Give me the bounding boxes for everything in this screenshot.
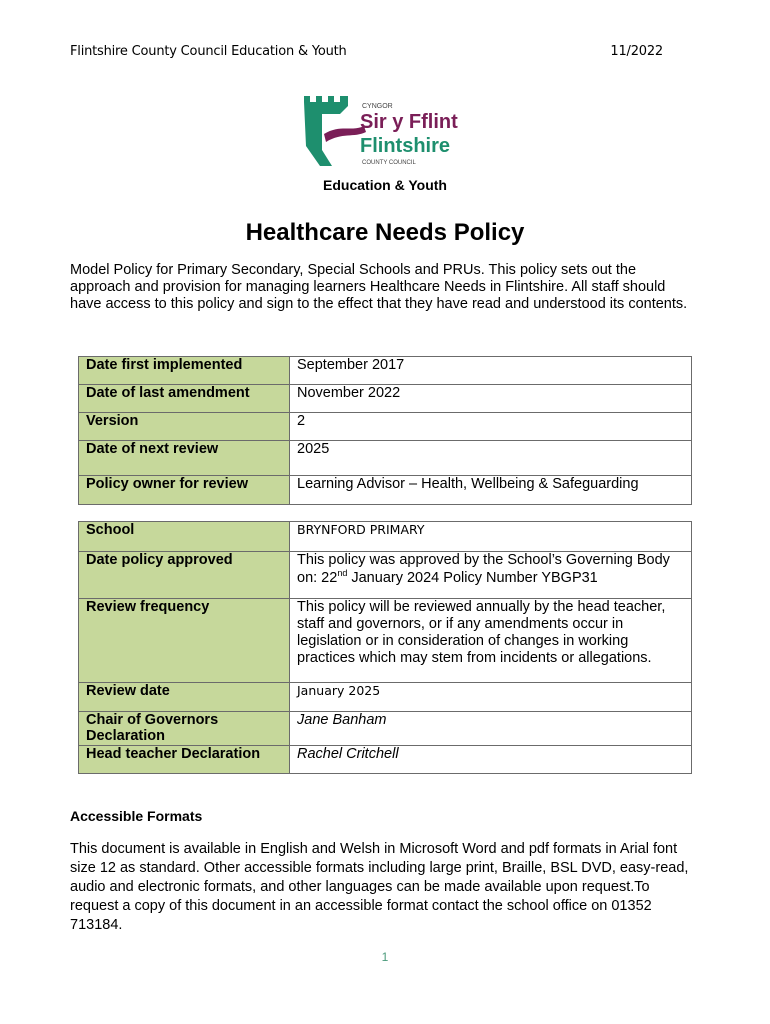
table-label: Date policy approved	[79, 552, 290, 599]
document-title: Healthcare Needs Policy	[245, 219, 525, 246]
logo-flintshire: Flintshire	[360, 135, 451, 157]
table-label: Date of next review	[79, 441, 290, 476]
table-label: Date of last amendment	[79, 385, 290, 413]
table-value: September 2017	[290, 357, 692, 385]
table-row	[79, 385, 692, 413]
approval-text-b: January 2024 Policy Number YBGP31	[347, 569, 598, 586]
approval-ordinal: nd	[337, 568, 348, 578]
table-label: Review date	[79, 683, 290, 712]
chair-signature: Jane Banham	[290, 712, 692, 746]
school-name-value: BRYNFORD PRIMARY	[290, 522, 692, 552]
table-label: Date first implemented	[79, 357, 290, 385]
logo-cyngor: CYNGOR	[362, 103, 393, 110]
table-value: 2	[290, 413, 692, 441]
table-label: Policy owner for review	[79, 476, 290, 505]
school-policy-table	[78, 521, 692, 774]
approval-value	[290, 552, 692, 599]
table-label: Chair of Governors Declaration	[79, 712, 290, 746]
table-row	[79, 599, 692, 683]
intro-paragraph: Model Policy for Primary Secondary, Special Schools and PRUs. This policy sets out the approach and provision for managing learners Healthcare Needs in Flintshire. All staff should have access to this policy and sign to the effect that they have read and understood its contents.	[70, 262, 688, 312]
approval-text-a: This policy was approved by the School’s Governing Body on: 22	[297, 552, 670, 586]
logo-sir-y-fflint: Sir y Fflint	[360, 111, 458, 133]
accessible-formats-paragraph: This document is available in English and Welsh in Microsoft Word and pdf formats in Arial font size 12 as standard. Other accessible formats including large print, Braille, BSL DVD, easy-read, audio and electronic formats, and other languages can be made available upon request.To request a copy of this document in an accessible format contact the school office on 01352 713184.	[70, 841, 689, 933]
table-label: Head teacher Declaration	[79, 746, 290, 774]
table-label: Version	[79, 413, 290, 441]
table-row	[79, 413, 692, 441]
table-row	[79, 746, 692, 774]
logo-county-council: COUNTY COUNCIL	[362, 160, 416, 166]
table-row	[79, 441, 692, 476]
table-row	[79, 522, 692, 552]
page-number: 1	[381, 950, 389, 964]
table-row	[79, 552, 692, 599]
head-signature: Rachel Critchell	[290, 746, 692, 774]
policy-details-table	[78, 356, 692, 505]
table-value: November 2022	[290, 385, 692, 413]
table-row	[79, 683, 692, 712]
table-value: Learning Advisor – Health, Wellbeing & Safeguarding	[290, 476, 692, 505]
flintshire-council-logo	[300, 92, 480, 172]
table-value: 2025	[290, 441, 692, 476]
table-row	[79, 476, 692, 505]
review-frequency-value: This policy will be reviewed annually by the head teacher, staff and governors, or if any amendments occur in legislation or in consideration of changes in working practices which may stem from incidents or allegations.	[290, 599, 692, 683]
table-row	[79, 712, 692, 746]
table-label: Review frequency	[79, 599, 290, 683]
accessible-formats-heading: Accessible Formats	[70, 808, 203, 824]
table-label: School	[79, 522, 290, 552]
running-header-date: 11/2022	[610, 44, 663, 59]
department-heading: Education & Youth	[323, 177, 447, 193]
running-header-left: Flintshire County Council Education & Youth	[70, 44, 347, 59]
review-date-value: January 2025	[290, 683, 692, 712]
table-row	[79, 357, 692, 385]
